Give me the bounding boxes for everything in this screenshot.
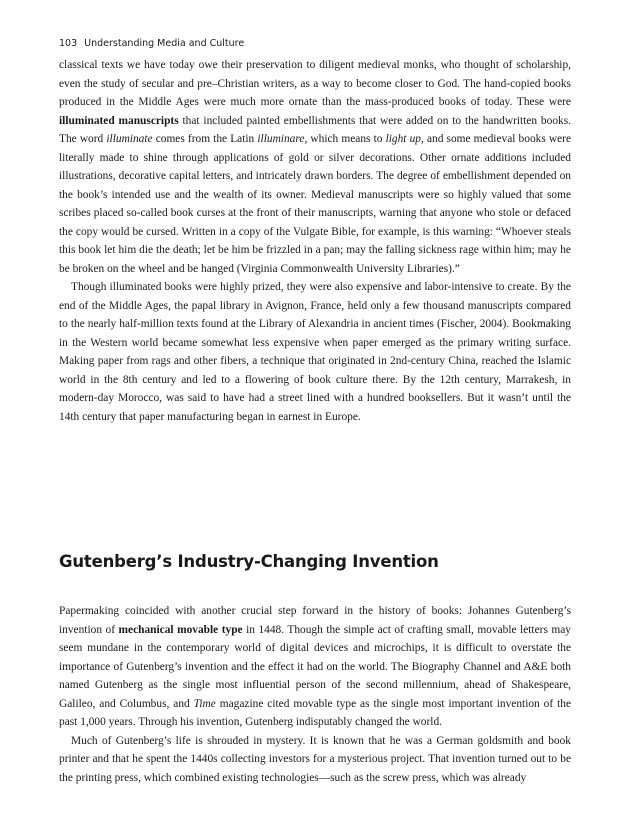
- text-run: that included painted embellishments that were added on to the handwritten books. The word: [59, 114, 571, 145]
- emphasis-illuminare: illuminare: [257, 133, 305, 145]
- section-1-text: [59, 56, 571, 426]
- text-run: Papermaking coincided with another crucial step forward in the history of books: Johannes Gutenberg’s invention of: [59, 605, 571, 636]
- text-run: classical texts we have today owe their preservation to diligent medieval monks, who thought of scholarship, even the study of secular and pre–Christian writers, as a way to become closer to God. The hand-copied books produced in the Middle Ages were much more ornate than the mass-produced books of today. These were: [59, 59, 571, 108]
- section-heading: Gutenberg’s Industry-Changing Invention: [59, 552, 439, 571]
- section-2-text: [59, 602, 571, 787]
- running-header: [59, 38, 244, 49]
- emphasis-light-up: light up: [385, 133, 421, 145]
- paragraph-gutenberg-life: Much of Gutenberg’s life is shrouded in mystery. It is known that he was a German goldsmith and book printer and that he spent the 1440s collecting investors for a mysterious project. That invention turned out to be the printing press, which combined existing technologies—such as the screw press, which was already: [59, 734, 571, 784]
- emphasis-illuminate: illuminate: [106, 133, 153, 145]
- text-run: , which means to: [304, 133, 386, 145]
- paragraph-movable-type: [59, 602, 571, 732]
- emphasis-time: Time: [193, 697, 216, 710]
- paragraph-illuminated-manuscripts: [59, 56, 571, 278]
- key-term-mechanical-movable-type: mechanical movable type: [118, 623, 243, 636]
- page-number: 103: [59, 38, 78, 49]
- text-run: comes from the Latin: [152, 133, 258, 145]
- key-term-illuminated-manuscripts: illuminated manuscripts: [59, 114, 179, 127]
- text-run: in 1448. Though the simple act of crafting small, movable letters may seem mundane in the contemporary world of digital devices and microchips, it is difficult to overstate the importance of Gutenberg’s invention and the effect it had on the world. The Biography Channel and A&E both named Gutenberg as the single most influential person of the second millennium, ahead of Shakespeare, Galileo, and Columbus, and: [59, 623, 571, 710]
- text-run: magazine cited movable type as the single most important invention of the past 1,000 years. Through his invention, Gutenberg indisputably changed the world.: [59, 697, 572, 728]
- paragraph-paper-history: Though illuminated books were highly prized, they were also expensive and labor-intensive to create. By the end of the Middle Ages, the papal library in Avignon, France, held only a few thousand manuscripts compared to the nearly half-million texts found at the Library of Alexandria in ancient times (Fischer, 2004). Bookmaking in the Western world became somewhat less expensive when paper emerged as the primary writing surface. Making paper from rags and other fibers, a technique that originated in 2nd-century China, reached the Islamic world in the 8th century and led to a flowering of book culture there. By the 12th century, Marrakesh, in modern-day Morocco, was said to have had a street lined with a hundred booksellers. But it wasn’t until the 14th century that paper manufacturing began in earnest in Europe.: [59, 281, 571, 423]
- text-run: , and some medieval books were literally made to shine through applications of gold or silver decorations. Other ornate additions included illustrations, decorative capital letters, and intricately drawn borders. The degree of embellishment depended on the book’s intended use and the wealth of its owner. Medieval manuscripts were so highly valued that some scribes placed so-called book curses at the front of their manuscripts, warning that anyone who stole or defaced the copy would be cursed. Written in a copy of the Vulgate Bible, for example, is this warning: “Whoever steals this book let him die the death; let be him be frizzled in a pan; may the falling sickness rage within him; may he be broken on the wheel and be hanged (Virginia Commonwealth University Libraries).”: [59, 133, 572, 275]
- book-title: Understanding Media and Culture: [84, 38, 245, 49]
